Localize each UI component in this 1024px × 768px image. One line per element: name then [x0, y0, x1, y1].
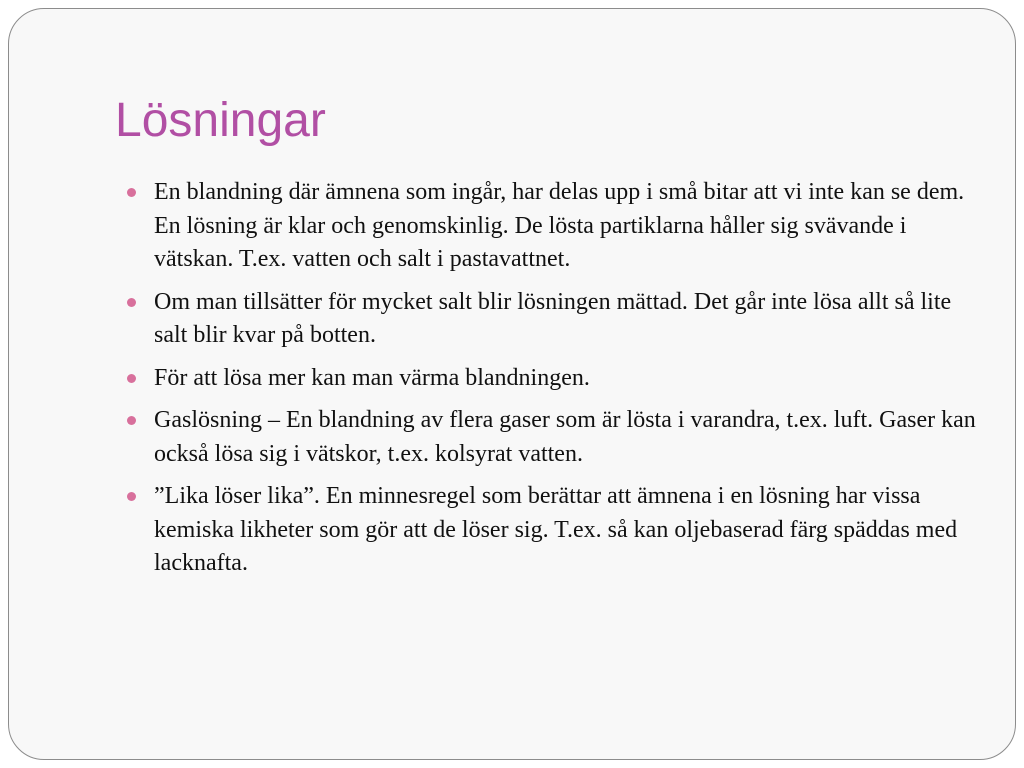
bullet-text: För att lösa mer kan man värma blandningen.	[154, 364, 590, 391]
bullet-item	[127, 176, 977, 277]
bullet-text: Om man tillsätter för mycket salt blir lösningen mättad. Det går inte lösa allt så lite salt blir kvar på botten.	[154, 288, 952, 348]
bullet-item	[127, 362, 977, 396]
bullet-dot-icon	[127, 188, 136, 197]
bullet-dot-icon	[127, 416, 136, 425]
bullet-item	[127, 480, 977, 581]
bullet-text: En blandning där ämnena som ingår, har delas upp i små bitar att vi inte kan se dem. En lösning är klar och genomskinlig. De lösta partiklarna håller sig svävande i vätskan. T.ex. vatten och salt i pastavattnet.	[154, 179, 965, 272]
bullet-item	[127, 286, 977, 353]
bullet-text: Gaslösning – En blandning av flera gaser som är lösta i varandra, t.ex. luft. Gaser kan också lösa sig i vätskor, t.ex. kolsyrat vatten.	[154, 407, 976, 467]
bullet-dot-icon	[127, 298, 136, 307]
bullet-item	[127, 404, 977, 471]
bullet-text: ”Lika löser lika”. En minnesregel som berättar att ämnena i en lösning har vissa kemiska likheter som gör att de löser sig. T.ex. så kan oljebaserad färg späddas med lacknafta.	[154, 483, 958, 576]
bullet-list	[127, 176, 977, 590]
slide-frame	[8, 8, 1016, 760]
slide-title: Lösningar	[115, 94, 326, 147]
bullet-dot-icon	[127, 492, 136, 501]
bullet-dot-icon	[127, 374, 136, 383]
